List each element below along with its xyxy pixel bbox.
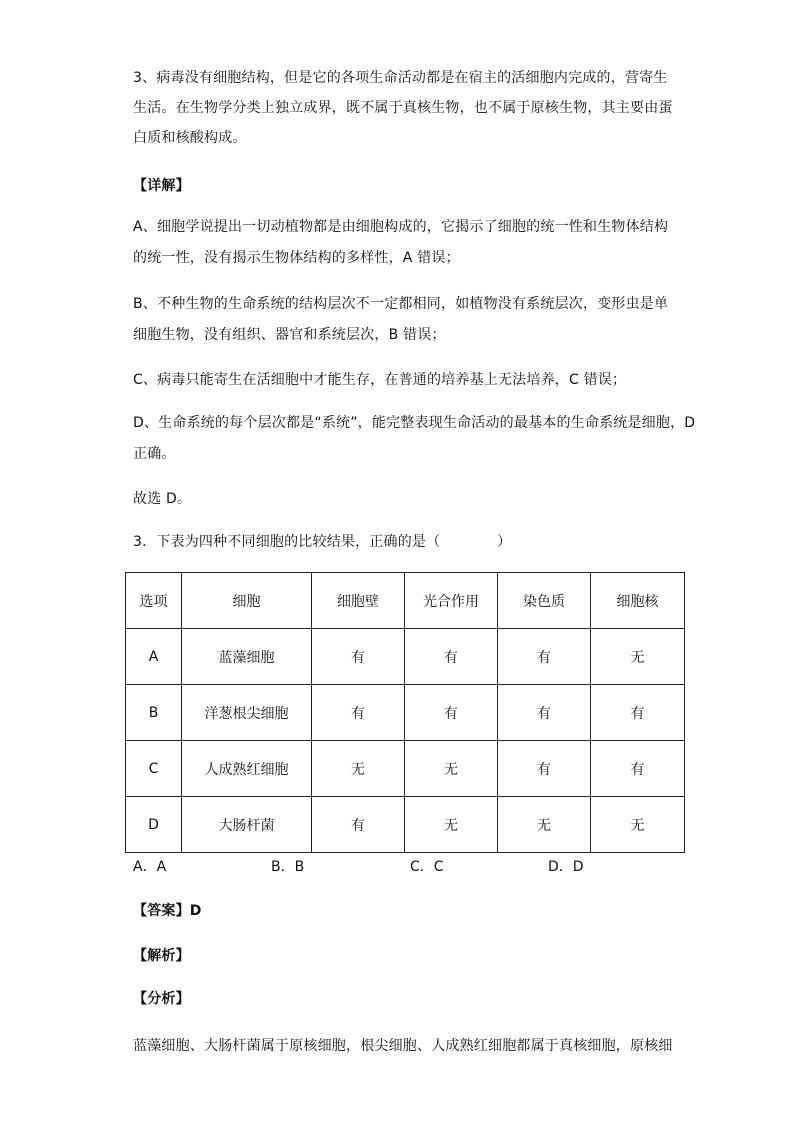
option-c-explanation: C、病毒只能寄生在活细胞中才能生存，在普通的培养基上无法培养，C 错误； xyxy=(133,372,627,388)
table-header-row xyxy=(126,573,685,629)
answer-label: 【答案】D xyxy=(133,903,202,919)
option-a-explanation: A、细胞学说提出一切动植物都是由细胞构成的，它揭示了细胞的统一性和生物体结构 xyxy=(133,219,669,235)
table-cell: 有 xyxy=(312,629,405,685)
table-cell: 无 xyxy=(498,797,591,853)
table-header-cell: 细胞核 xyxy=(591,573,685,629)
comparison-table xyxy=(125,572,685,853)
paragraph-line: 白质和核酸构成。 xyxy=(133,130,247,146)
answer-option-c: C．C xyxy=(410,859,444,875)
table-row xyxy=(126,797,685,853)
table-cell: 无 xyxy=(405,741,498,797)
table-row xyxy=(126,629,685,685)
option-d-explanation: D、生命系统的每个层次都是“系统”，能完整表现生命活动的最基本的生命系统是细胞，D xyxy=(133,415,696,431)
table-cell: 有 xyxy=(312,685,405,741)
table-cell: 人成熟红细胞 xyxy=(182,741,312,797)
fenxi-heading: 【分析】 xyxy=(133,991,190,1007)
answer-option-b: B．B xyxy=(271,859,305,875)
table-cell: 有 xyxy=(498,629,591,685)
option-d-explanation: 正确。 xyxy=(133,446,176,462)
table-header-cell: 染色质 xyxy=(498,573,591,629)
table-cell: 无 xyxy=(405,797,498,853)
table-header-cell: 光合作用 xyxy=(405,573,498,629)
final-choice: 故选 D。 xyxy=(133,491,192,507)
answer-option-a: A．A xyxy=(133,859,167,875)
table-header-cell: 细胞 xyxy=(182,573,312,629)
answer-option-d: D．D xyxy=(548,859,584,875)
table-cell: 有 xyxy=(312,797,405,853)
table-cell: 有 xyxy=(405,685,498,741)
table-row xyxy=(126,685,685,741)
table-cell: 有 xyxy=(498,685,591,741)
analysis-text: 蓝藻细胞、大肠杆菌属于原核细胞，根尖细胞、人成熟红细胞都属于真核细胞，原核细 xyxy=(133,1038,673,1054)
table-cell: 无 xyxy=(312,741,405,797)
detail-heading: 【详解】 xyxy=(133,178,190,194)
table-header-cell: 选项 xyxy=(126,573,182,629)
table-cell: D xyxy=(126,797,182,853)
table-cell: C xyxy=(126,741,182,797)
option-b-explanation: 细胞生物，没有组织、器官和系统层次，B 错误； xyxy=(133,327,446,343)
table-cell: 有 xyxy=(498,741,591,797)
table-cell: 无 xyxy=(591,629,685,685)
table-cell: B xyxy=(126,685,182,741)
option-a-explanation: 的统一性，没有揭示生物体结构的多样性，A 错误； xyxy=(133,250,460,266)
table-cell: A xyxy=(126,629,182,685)
table-cell: 大肠杆菌 xyxy=(182,797,312,853)
analysis-heading: 【解析】 xyxy=(133,948,190,964)
paragraph-line: 3、病毒没有细胞结构，但是它的各项生命活动都是在宿主的活细胞内完成的，营寄生 xyxy=(133,70,668,86)
option-b-explanation: B、不种生物的生命系统的结构层次不一定都相同，如植物没有系统层次，变形虫是单 xyxy=(133,296,669,312)
table-header-cell: 细胞壁 xyxy=(312,573,405,629)
table-cell: 有 xyxy=(405,629,498,685)
table-cell: 蓝藻细胞 xyxy=(182,629,312,685)
table-cell: 无 xyxy=(591,797,685,853)
table-cell: 有 xyxy=(591,685,685,741)
question-stem: 3．下表为四种不同细胞的比较结果，正确的是（ ） xyxy=(133,534,512,550)
paragraph-line: 生活。在生物学分类上独立成界，既不属于真核生物，也不属于原核生物，其主要由蛋 xyxy=(133,100,673,116)
table-cell: 有 xyxy=(591,741,685,797)
table-cell: 洋葱根尖细胞 xyxy=(182,685,312,741)
table-row xyxy=(126,741,685,797)
